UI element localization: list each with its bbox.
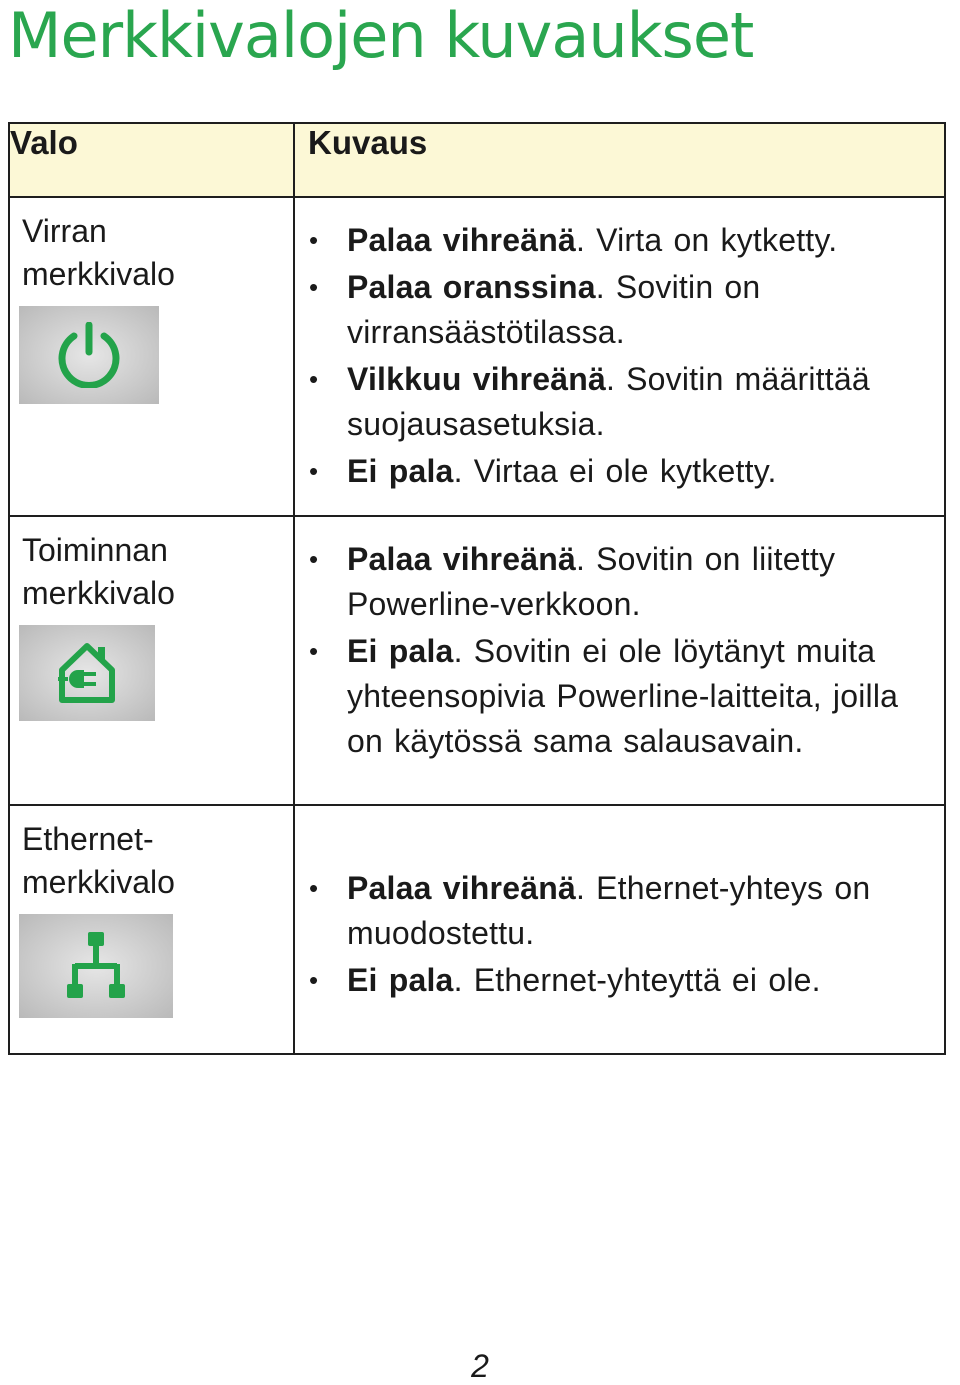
light-name-line: merkkivalo xyxy=(22,575,175,611)
status-text: . Virtaa ei ole kytketty. xyxy=(453,453,777,489)
header-light: Valo xyxy=(9,123,294,197)
status-label: Ei pala xyxy=(347,962,454,998)
description-cell xyxy=(294,516,945,805)
bullet: • xyxy=(309,456,319,486)
bullet: • xyxy=(309,225,319,255)
status-label: Palaa vihreänä xyxy=(347,541,576,577)
status-label: Palaa vihreänä xyxy=(347,222,576,258)
bullet: • xyxy=(309,272,319,302)
status-text: . Sovitin on virransäästötilassa. xyxy=(347,269,761,350)
bullet: • xyxy=(309,636,319,666)
light-name-cell xyxy=(9,805,294,1054)
page-number: 2 xyxy=(471,1348,489,1384)
light-name-line: Toiminnan xyxy=(22,532,168,568)
list-item xyxy=(309,449,934,494)
list-item xyxy=(309,357,934,447)
list-item xyxy=(309,537,934,627)
status-text: . Ethernet-yhteys on muodostettu. xyxy=(347,870,871,951)
status-text: . Sovitin on liitetty Powerline-verkkoon. xyxy=(347,541,836,622)
description-list xyxy=(295,517,944,764)
bullet: • xyxy=(309,873,319,903)
power-icon xyxy=(19,306,159,404)
list-item xyxy=(309,218,934,263)
list-item xyxy=(309,629,934,764)
status-label: Ei pala xyxy=(347,453,454,489)
led-description-table xyxy=(8,122,946,1055)
bullet: • xyxy=(309,364,319,394)
status-text: . Sovitin ei ole löytänyt muita yhteensopivia Powerline-laitteita, joilla on käytössä sama salausavain. xyxy=(347,633,899,759)
list-item xyxy=(309,265,934,355)
light-name-line: Virran xyxy=(22,213,107,249)
list-item xyxy=(309,866,934,956)
description-list xyxy=(295,198,944,494)
status-text: . Ethernet-yhteyttä ei ole. xyxy=(453,962,821,998)
light-name-cell xyxy=(9,197,294,516)
table-row xyxy=(9,197,945,516)
header-description: Kuvaus xyxy=(294,123,945,197)
light-name-line: merkkivalo xyxy=(22,864,175,900)
description-cell xyxy=(294,197,945,516)
bullet: • xyxy=(309,544,319,574)
ethernet-network-icon xyxy=(19,914,173,1018)
status-label: Palaa vihreänä xyxy=(347,870,576,906)
light-name-cell xyxy=(9,516,294,805)
description-cell xyxy=(294,805,945,1054)
light-name-line: Ethernet- xyxy=(22,821,154,857)
status-label: Palaa oranssina xyxy=(347,269,596,305)
status-text: . Virta on kytketty. xyxy=(575,222,838,258)
table-row xyxy=(9,516,945,805)
status-label: Ei pala xyxy=(347,633,454,669)
table-row xyxy=(9,805,945,1054)
status-text: . Sovitin määrittää suojausasetuksia. xyxy=(347,361,870,442)
page-title: Merkkivalojen kuvaukset xyxy=(8,0,754,72)
powerline-house-plug-icon xyxy=(19,625,155,721)
list-item xyxy=(309,958,934,1003)
status-label: Vilkkuu vihreänä xyxy=(347,361,606,397)
table-header-row xyxy=(9,123,945,197)
light-name-line: merkkivalo xyxy=(22,256,175,292)
bullet: • xyxy=(309,965,319,995)
description-list xyxy=(295,806,944,1003)
